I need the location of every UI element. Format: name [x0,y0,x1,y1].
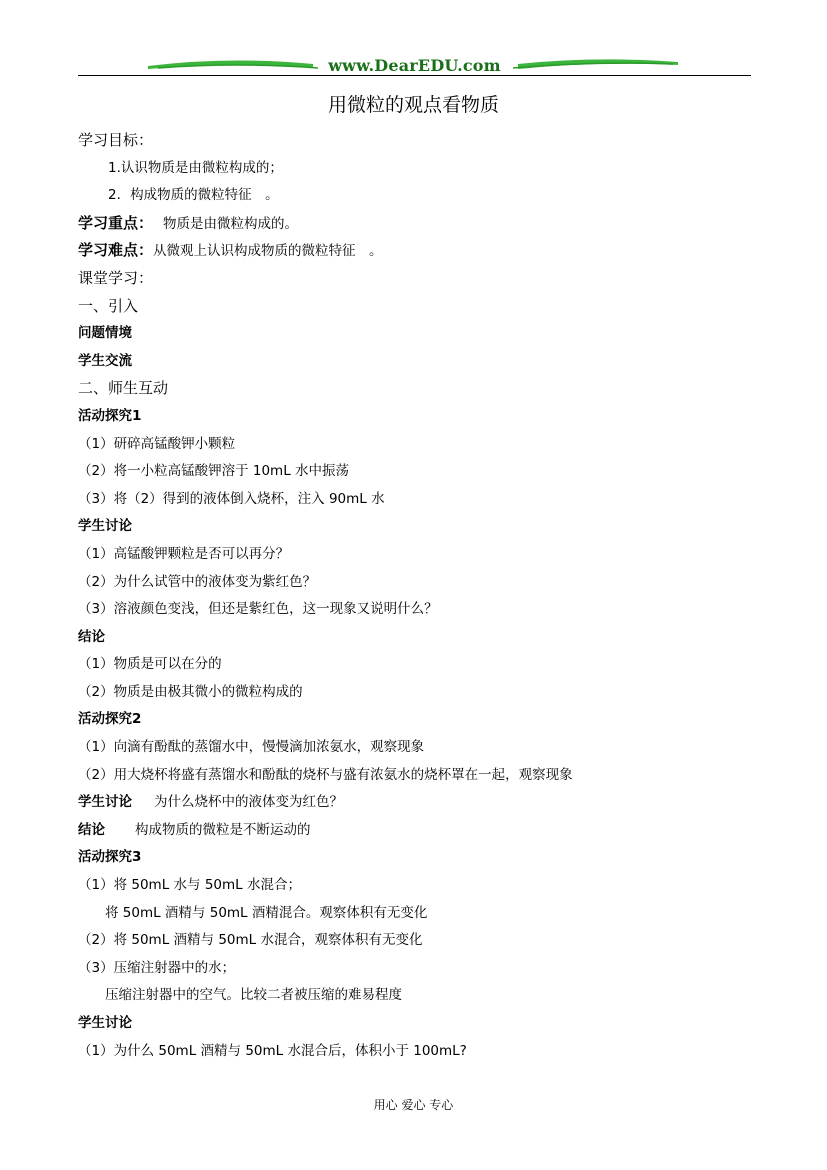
discussion-label: 学生讨论 [78,794,132,811]
conclusion-row [78,817,758,845]
activity-step: 压缩注射器中的空气。比较二者被压缩的难易程度 [105,987,402,1004]
discussion-question: （3）溶液颜色变浅，但还是紫红色，这一现象又说明什么？ [78,601,438,618]
activity-title: 活动探究1 [78,407,142,424]
discussion-label: 学生讨论 [78,1015,132,1031]
conclusion-item: （2）物质是由极其微小的微粒构成的 [78,683,303,700]
conclusion-label: 结论 [78,821,105,838]
difficulty [78,237,758,265]
activity-step: 将 50mL 酒精与 50mL 酒精混合。观察体积有无变化 [105,904,428,921]
activity-title: 活动探究3 [78,849,142,866]
discussion-row [78,789,758,817]
discussion-question: （2）为什么试管中的液体变为紫红色？ [78,573,317,590]
activity-step: （2）将一小粒高锰酸钾溶于 10mL 水中振荡 [78,463,350,480]
section-heading: 一、引入 [78,296,139,315]
activity-step: （3）压缩注射器中的水； [78,959,236,976]
discussion-label: 学生讨论 [78,518,132,535]
section-heading: 二、师生互动 [78,379,169,398]
activity-step: （2）用大烧杯将盛有蒸馏水和酚酞的烧杯与盛有浓氨水的烧杯罩在一起，观察现象 [78,766,573,783]
activity-step: （3）将（2）得到的液体倒入烧杯，注入 90mL 水 [78,490,385,507]
site-url: www.DearEDU.com [328,56,501,75]
conclusion-text: 构成物质的微粒是不断运动的 [135,821,311,838]
document-body [78,127,758,1065]
objective-item: 2．构成物质的微粒特征 。 [108,187,279,204]
difficulty-text: 从微观上认识构成物质的微粒特征 。 [153,243,383,260]
activity-step: （1）将 50mL 水与 50mL 水混合； [78,877,301,894]
classroom-label: 课堂学习： [78,268,154,287]
activity-title: 活动探究2 [78,711,142,728]
discussion-question: （1）高锰酸钾颗粒是否可以再分？ [78,545,290,562]
key-point-text: 物质是由微粒构成的。 [163,215,299,232]
objective-item: 1.认识物质是由微粒构成的； [108,159,283,176]
page-footer: 用心 爱心 专心 [373,1098,454,1112]
key-point-label: 学习重点： [78,213,154,232]
conclusion-label: 结论 [78,628,105,645]
header-rule [78,75,751,76]
conclusion-item: （1）物质是可以在分的 [78,656,222,673]
page-title: 用微粒的观点看物质 [327,94,499,116]
site-header [78,50,751,78]
discussion-question: （1）为什么 50mL 酒精与 50mL 水混合后，体积小于 100mL? [78,1042,467,1059]
exchange-label: 学生交流 [78,352,132,369]
difficulty-label: 学习难点： [78,241,154,260]
key-point [78,210,758,238]
activity-step: （1）向滴有酚酞的蒸馏水中，慢慢滴加浓氨水，观察现象 [78,739,425,756]
discussion-text: 为什么烧杯中的液体变为红色？ [154,794,343,811]
activity-step: （2）将 50mL 酒精与 50mL 水混合，观察体积有无变化 [78,932,423,949]
activity-step: （1）研碎高锰酸钾小颗粒 [78,435,236,452]
problem-label: 问题情境 [78,325,132,342]
objectives-label: 学习目标： [78,131,154,149]
